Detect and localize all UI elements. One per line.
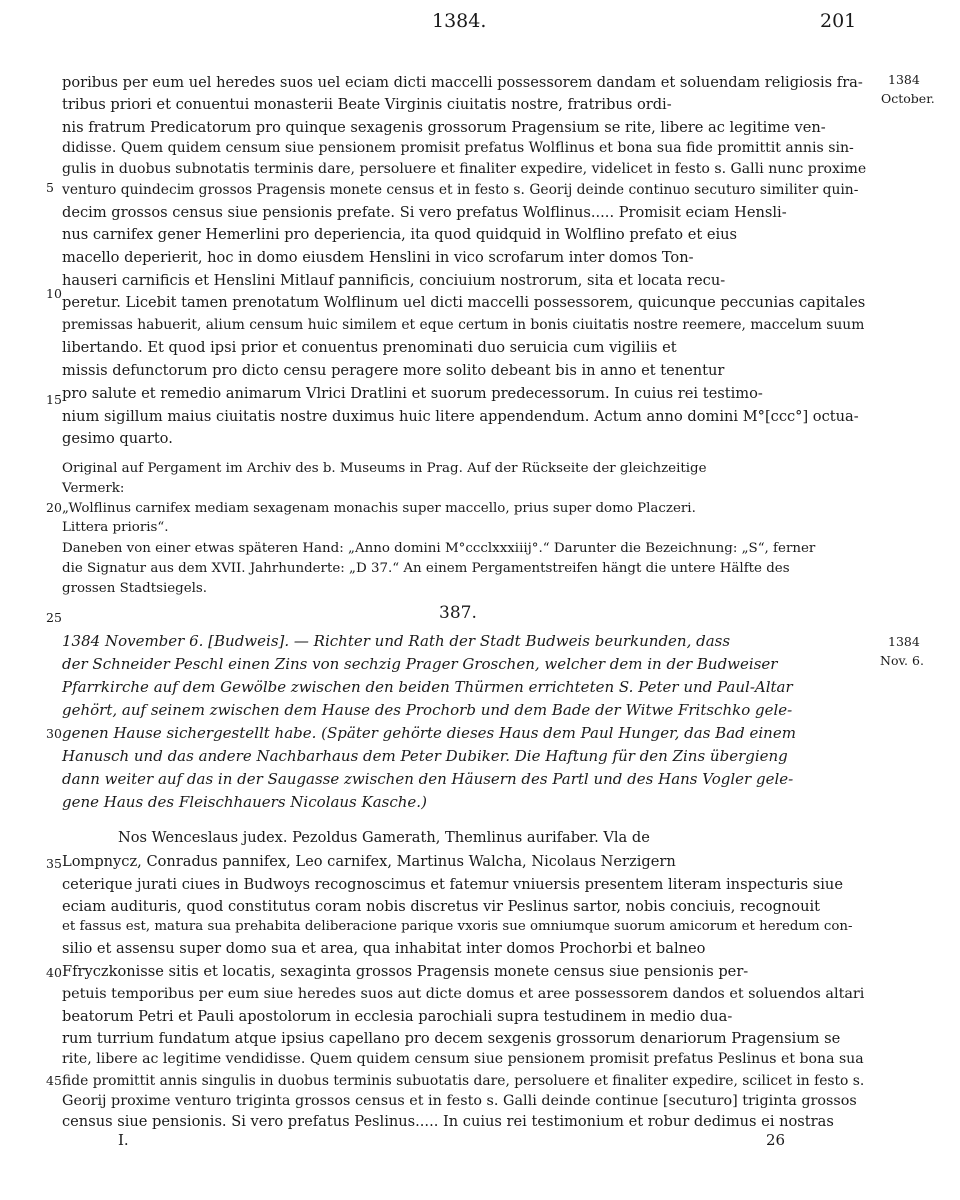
line-number: 40 <box>46 965 62 980</box>
line-number: 15 <box>46 392 62 407</box>
regest-line: gene Haus des Fleischhauers Nicolaus Kasche.) <box>62 793 427 811</box>
text-line: pro salute et remedio animarum Vlrici Dratlini et suorum predecessorum. In cuius rei testimo- <box>62 385 763 402</box>
text-line: Georij proxime venturo triginta grossos census et in festo s. Galli deinde continue [secuturo] triginta grossos <box>62 1093 857 1109</box>
text-line: rum turrium fundatum atque ipsius capellano pro decem sexgenis grossorum denariorum Pragensium se <box>62 1030 841 1047</box>
document-number: 387. <box>439 603 477 623</box>
line-number: 10 <box>46 286 62 301</box>
sheet-number: 26 <box>766 1131 786 1149</box>
text-line: didisse. Quem quidem censum siue pensionem promisit prefatus Wolflinus et bona sua fide promittit annis sin- <box>62 140 854 156</box>
note-line: „Wolflinus carnifex mediam sexagenam monachis super maccello, prius super domo Placzeri. <box>62 501 696 516</box>
text-line: tribus priori et conuentui monasterii Beate Virginis ciuitatis nostre, fratribus ordi- <box>62 96 672 113</box>
text-line: decim grossos census siue pensionis prefate. Si vero prefatus Wolflinus..... Promisit eciam Hensli- <box>62 204 787 221</box>
text-line: premissas habuerit, alium censum huic similem et eque certum in bonis ciuitatis nostre reemere, maccelum suum <box>62 317 865 333</box>
text-line: eciam audituris, quod constitutus coram nobis discretus vir Peslinus sartor, nobis conciuis, recognouit <box>62 898 821 915</box>
margin-note-date: Nov. 6. <box>880 653 924 668</box>
regest-line: dann weiter auf das in der Saugasse zwischen den Häusern des Partl und des Hans Vogler gele- <box>62 770 794 788</box>
regest-line: gehört, auf seinem zwischen dem Hause des Prochorb und dem Bade der Witwe Fritschko gele- <box>62 701 793 719</box>
margin-note-month: October. <box>881 91 935 106</box>
note-line: Littera prioris“. <box>62 520 169 535</box>
running-header <box>0 6 960 36</box>
text-line: petuis temporibus per eum siue heredes suos aut dicte domus et aree possessorem dandos et soluendos altari <box>62 986 865 1002</box>
text-line: poribus per eum uel heredes suos uel eciam dicti maccelli possessorem dandam et soluendam religiosis fra- <box>62 74 863 91</box>
text-line: nis fratrum Predicatorum pro quinque sexagenis grossorum Pragensium se rite, libere ac legitime ven- <box>62 119 826 136</box>
text-line: rite, libere ac legitime vendidisse. Quem quidem censum siue pensionem promisit prefatus Peslinus et bona sua <box>62 1051 864 1067</box>
text-line: gulis in duobus subnotatis terminis dare, persoluere et finaliter expedire, videlicet in festo s. Galli nunc proxime <box>62 161 867 177</box>
text-line: Lompnycz, Conradus pannifex, Leo carnifex, Martinus Walcha, Nicolaus Nerzigern <box>62 853 676 870</box>
text-line: fide promittit annis singulis in duobus terminis subuotatis dare, persoluere et finaliter expedire, scilicet in festo s. <box>62 1073 865 1089</box>
regest-line: genen Hause sichergestellt habe. (Später gehörte dieses Haus dem Paul Hunger, das Bad einem <box>62 724 796 742</box>
note-line: Vermerk: <box>62 481 125 496</box>
line-number: 45 <box>46 1073 62 1088</box>
text-line: census siue pensionis. Si vero prefatus Peslinus..... In cuius rei testimonium et robur dedimus ei nostras <box>62 1113 834 1130</box>
text-line: venturo quindecim grossos Pragensis monete census et in festo s. Georij deinde continuo secuturo similiter quin- <box>62 182 859 198</box>
text-line: nus carnifex gener Hemerlini pro deperiencia, ita quod quidquid in Wolflino prefato et eius <box>62 226 738 243</box>
line-number: 20 <box>46 500 62 515</box>
header-page-number: 201 <box>820 10 857 32</box>
text-line: et fassus est, matura sua prehabita deliberacione parique vxoris sue omniumque suorum amicorum et heredum con- <box>62 919 853 934</box>
regest-line: 1384 November 6. [Budweis]. — Richter und Rath der Stadt Budweis beurkunden, dass <box>62 632 731 650</box>
sheet-signature: I. <box>118 1131 129 1149</box>
text-line: gesimo quarto. <box>62 430 173 447</box>
regest-line: Pfarrkirche auf dem Gewölbe zwischen den beiden Thürmen errichteten S. Peter und Paul-Altar <box>62 678 793 696</box>
text-line: Ffryczkonisse sitis et locatis, sexaginta grossos Pragensis monete census siue pensionis per- <box>62 963 749 980</box>
line-number: 25 <box>46 610 62 625</box>
note-line: Daneben von einer etwas späteren Hand: „Anno domini M°ccclxxxiiij°.“ Darunter die Bezeichnung: „S“, ferner <box>62 541 816 556</box>
note-line: grossen Stadtsiegels. <box>62 581 208 596</box>
text-line: beatorum Petri et Pauli apostolorum in ecclesia parochiali supra testudinem in medio dua- <box>62 1008 733 1025</box>
text-line: Nos Wenceslaus judex. Pezoldus Gamerath, Themlinus aurifaber. Vla de <box>118 829 650 846</box>
regest-line: Hanusch und das andere Nachbarhaus dem Peter Dubiker. Die Haftung für den Zins übergieng <box>62 747 788 765</box>
text-line: libertando. Et quod ipsi prior et conuentus prenominati duo seruicia cum vigiliis et <box>62 339 677 356</box>
text-line: macello deperierit, hoc in domo eiusdem Henslini in vico scrofarum inter domos Ton- <box>62 249 694 266</box>
regest-line: der Schneider Peschl einen Zins von sechzig Prager Groschen, welcher dem in der Budweiser <box>62 655 778 673</box>
text-line: ceterique jurati ciues in Budwoys recognoscimus et fatemur vniuersis presentem literam inspecturis siue <box>62 876 843 893</box>
header-year: 1384. <box>432 10 487 32</box>
margin-note-year: 1384 <box>888 72 920 87</box>
line-number: 5 <box>46 180 54 195</box>
text-line: peretur. Licebit tamen prenotatum Wolflinum uel dicti maccelli possessorem, quicunque peccunias capitales <box>62 294 866 311</box>
text-line: hauseri carnificis et Henslini Mitlauf pannificis, conciuium nostrorum, sita et locata recu- <box>62 272 726 289</box>
line-number: 35 <box>46 856 62 871</box>
text-line: missis defunctorum pro dicto censu peragere more solito debeant bis in anno et tenentur <box>62 362 725 379</box>
margin-note-year: 1384 <box>888 634 920 649</box>
text-line: silio et assensu super domo sua et area, qua inhabitat inter domos Prochorbi et balneo <box>62 940 706 957</box>
line-number: 30 <box>46 726 62 741</box>
text-line: nium sigillum maius ciuitatis nostre duximus huic litere appendendum. Actum anno domini M°[ccc°] octua- <box>62 408 859 425</box>
note-line: Original auf Pergament im Archiv des b. Museums in Prag. Auf der Rückseite der gleichzeitige <box>62 461 707 476</box>
note-line: die Signatur aus dem XVII. Jahrhunderte: „D 37.“ An einem Pergamentstreifen hängt die untere Hälfte des <box>62 561 790 576</box>
